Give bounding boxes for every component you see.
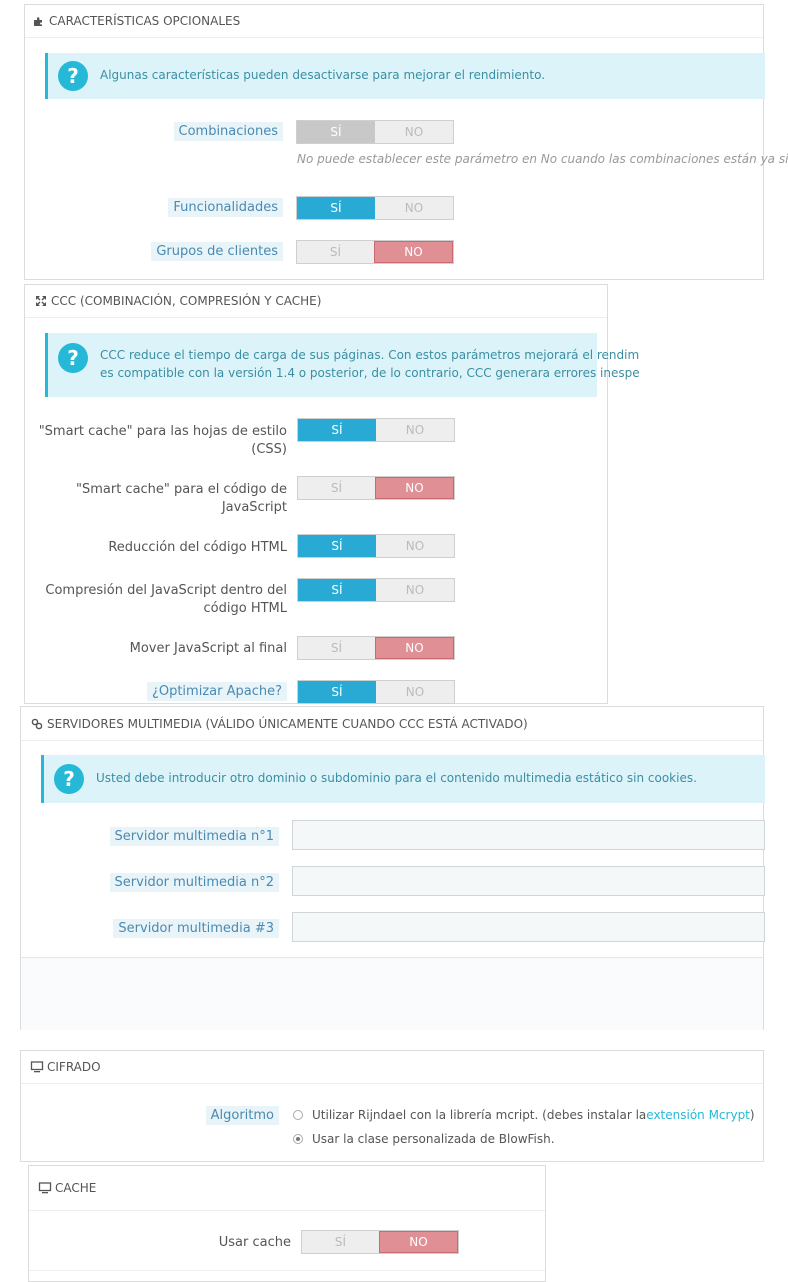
media-server-2-input[interactable] bbox=[292, 866, 765, 896]
groups-no[interactable]: NO bbox=[374, 241, 453, 263]
html-reduction-no[interactable]: NO bbox=[405, 539, 425, 553]
media-servers-header bbox=[21, 707, 763, 741]
cache-header bbox=[29, 1166, 545, 1211]
ccc-alert bbox=[45, 333, 640, 397]
cache-panel bbox=[28, 1165, 546, 1282]
cipher-panel bbox=[20, 1050, 764, 1162]
move-js-no[interactable]: NO bbox=[375, 637, 454, 659]
features-switch[interactable] bbox=[296, 196, 454, 220]
smart-cache-js-label: "Smart cache" para el código de JavaScript bbox=[75, 482, 287, 515]
media-server-3-label: Servidor multimedia #3 bbox=[21, 920, 279, 938]
use-cache-yes[interactable]: SÍ bbox=[334, 1235, 347, 1249]
js-compression-switch[interactable] bbox=[297, 578, 455, 602]
features-no[interactable]: NO bbox=[404, 201, 424, 215]
optimize-apache-no[interactable]: NO bbox=[405, 685, 425, 699]
algorithm-label: Algoritmo bbox=[21, 1107, 279, 1125]
media-server-1-label: Servidor multimedia n°1 bbox=[21, 828, 279, 846]
question-icon: ? bbox=[58, 343, 88, 373]
optional-features-panel bbox=[24, 4, 788, 280]
optimize-apache-switch[interactable] bbox=[297, 680, 455, 704]
ccc-header bbox=[25, 285, 607, 318]
optional-features-alert bbox=[45, 53, 765, 99]
smart-cache-css-yes[interactable]: SÍ bbox=[298, 419, 376, 441]
mcrypt-extension-link[interactable]: extensión Mcrypt bbox=[646, 1108, 750, 1122]
groups-label: Grupos de clientes bbox=[25, 243, 283, 261]
use-cache-label: Usar cache bbox=[218, 1235, 291, 1250]
combinations-no[interactable]: NO bbox=[404, 125, 424, 139]
media-alert-message: Usted debe introducir otro dominio o subdominio para el contenido multimedia estático sin cookies. bbox=[96, 771, 697, 785]
question-icon: ? bbox=[58, 61, 88, 91]
cipher-title: CIFRADO bbox=[47, 1060, 101, 1074]
monitor-icon bbox=[31, 1061, 43, 1073]
move-js-switch[interactable] bbox=[297, 636, 455, 660]
smart-cache-css-switch[interactable] bbox=[297, 418, 455, 442]
media-server-1-input[interactable] bbox=[292, 820, 765, 850]
ccc-title: CCC (COMBINACIÓN, COMPRESIÓN Y CACHE) bbox=[51, 294, 322, 308]
media-servers-alert bbox=[41, 755, 765, 803]
optional-features-header bbox=[25, 5, 763, 38]
arrows-expand-icon bbox=[35, 295, 47, 307]
js-compression-label: Compresión del JavaScript dentro del código HTML bbox=[45, 583, 287, 616]
radio-rijndael[interactable] bbox=[293, 1110, 303, 1120]
groups-yes[interactable]: SÍ bbox=[329, 245, 342, 259]
ccc-panel bbox=[24, 284, 640, 704]
combinations-label: Combinaciones bbox=[25, 123, 283, 141]
js-compression-no[interactable]: NO bbox=[405, 583, 425, 597]
optimize-apache-yes[interactable]: SÍ bbox=[298, 681, 376, 703]
media-servers-title: SERVIDORES MULTIMEDIA (VÁLIDO ÚNICAMENTE CUANDO CCC ESTÁ ACTIVADO) bbox=[47, 716, 528, 731]
media-servers-panel bbox=[20, 706, 764, 1030]
use-cache-no[interactable]: NO bbox=[379, 1231, 458, 1253]
cipher-header bbox=[21, 1051, 763, 1084]
ccc-alert-line-1: CCC reduce el tiempo de carga de sus páginas. Con estos parámetros mejorará el rendim bbox=[100, 348, 640, 362]
smart-cache-js-switch[interactable] bbox=[297, 476, 455, 500]
smart-cache-js-yes[interactable]: SÍ bbox=[330, 481, 343, 495]
cache-title: CACHE bbox=[55, 1181, 97, 1195]
features-label: Funcionalidades bbox=[25, 199, 283, 217]
optimize-apache-label: ¿Optimizar Apache? bbox=[25, 683, 287, 701]
smart-cache-js-no[interactable]: NO bbox=[375, 477, 454, 499]
puzzle-icon bbox=[33, 15, 45, 27]
optional-features-title: CARACTERÍSTICAS OPCIONALES bbox=[49, 14, 241, 28]
question-icon: ? bbox=[54, 764, 84, 794]
algorithm-option-rijndael[interactable]: Utilizar Rijndael con la librería mcript. (debes instalar la extensión Mcrypt ) bbox=[293, 1108, 755, 1122]
html-reduction-label: Reducción del código HTML bbox=[108, 540, 287, 555]
algorithm-option-blowfish[interactable]: Usar la clase personalizada de BlowFish. bbox=[293, 1132, 555, 1146]
media-server-3-input[interactable] bbox=[292, 912, 765, 942]
combinations-note: No puede establecer este parámetro en No cuando las combinaciones están ya si bbox=[297, 152, 788, 166]
alert-message: Algunas características pueden desactivarse para mejorar el rendimiento. bbox=[100, 68, 546, 82]
smart-cache-css-label: "Smart cache" para las hojas de estilo (CSS) bbox=[38, 424, 287, 457]
groups-switch[interactable] bbox=[296, 240, 454, 264]
use-cache-switch[interactable] bbox=[301, 1230, 459, 1254]
html-reduction-yes[interactable]: SÍ bbox=[298, 535, 376, 557]
move-js-yes[interactable]: SÍ bbox=[330, 641, 343, 655]
move-js-label: Mover JavaScript al final bbox=[129, 641, 287, 656]
link-icon bbox=[31, 718, 43, 730]
html-reduction-switch[interactable] bbox=[297, 534, 455, 558]
ccc-alert-line-2: es compatible con la versión 1.4 o posterior, de lo contrario, CCC generara errores inespe bbox=[100, 366, 640, 380]
smart-cache-css-no[interactable]: NO bbox=[405, 423, 425, 437]
combinations-yes[interactable]: SÍ bbox=[297, 121, 375, 143]
js-compression-yes[interactable]: SÍ bbox=[298, 579, 376, 601]
media-servers-footer bbox=[21, 957, 763, 1030]
features-yes[interactable]: SÍ bbox=[297, 197, 375, 219]
cache-footer-divider bbox=[29, 1270, 545, 1271]
monitor-icon bbox=[39, 1182, 51, 1194]
combinations-switch[interactable] bbox=[296, 120, 454, 144]
radio-blowfish[interactable] bbox=[293, 1134, 303, 1144]
media-server-2-label: Servidor multimedia n°2 bbox=[21, 874, 279, 892]
